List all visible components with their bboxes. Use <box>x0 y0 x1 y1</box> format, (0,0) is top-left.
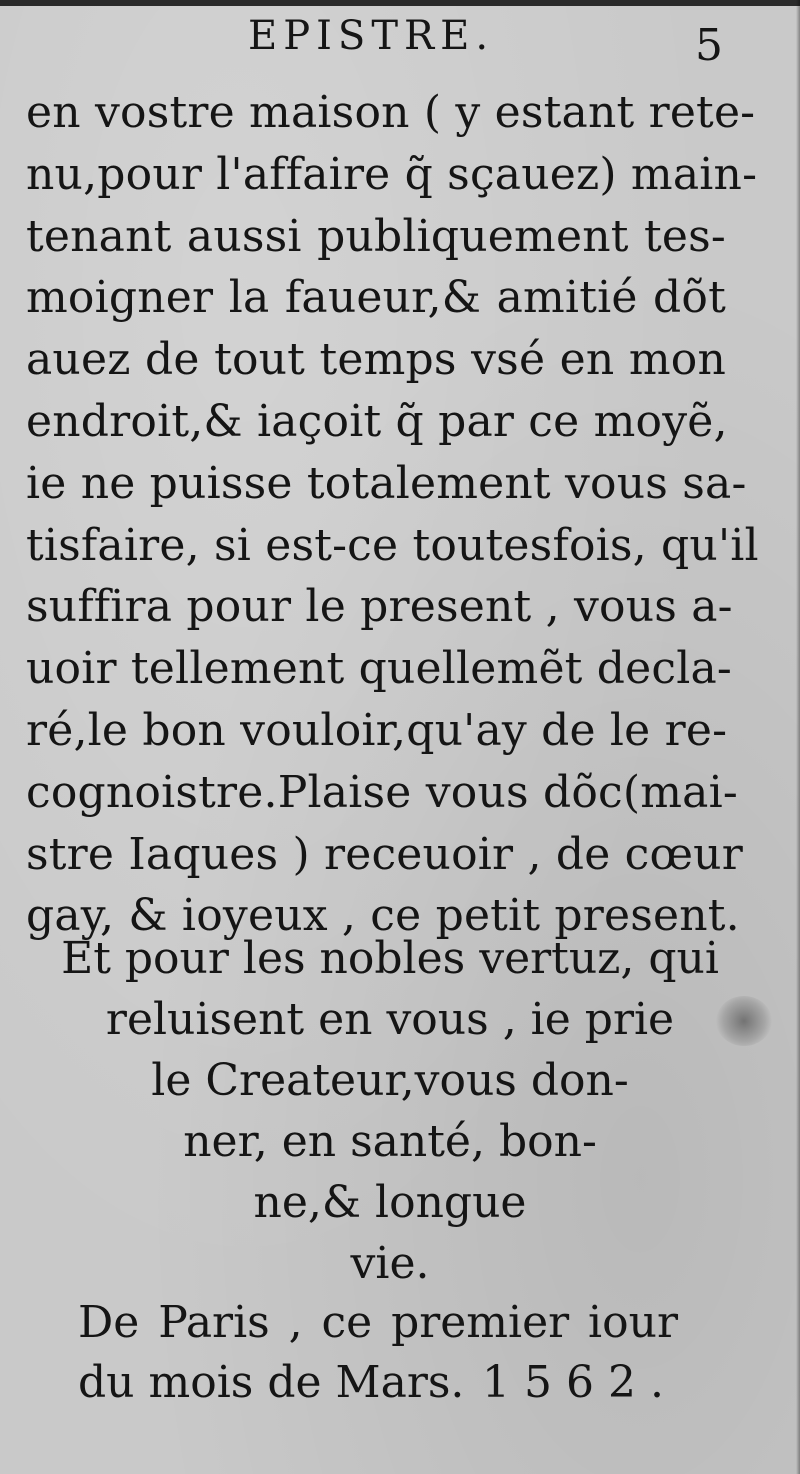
body-line: ré,le bon vouloir,qu'ay de le re- <box>26 704 728 756</box>
body-line: en vostre maison ( y estant rete- <box>26 87 756 138</box>
body-paragraph <box>26 82 759 947</box>
body-line: suffira pour le present , vous a- <box>26 581 733 633</box>
body-line: gay, & ioyeux , ce petit present. <box>26 890 740 942</box>
ink-stain <box>716 996 772 1046</box>
page-top-edge <box>0 0 800 6</box>
dateline-place: De Paris , ce premier iour <box>78 1297 678 1348</box>
page-header <box>0 10 800 70</box>
closing-line: le Createur,vous don- <box>151 1055 629 1106</box>
closing-line: ne,& longue <box>253 1177 527 1228</box>
dateline-year: 1562. <box>482 1357 678 1408</box>
closing-block <box>0 928 800 1294</box>
page-number: 5 <box>695 20 723 71</box>
dateline-date <box>78 1353 678 1413</box>
closing-line: reluisent en vous , ie prie <box>105 994 675 1045</box>
body-line: auez de tout temps vsé en mon <box>26 334 726 386</box>
body-line: tenant aussi publiquement tes- <box>26 210 726 262</box>
body-line: cognoistre.Plaise vous dõc(mai- <box>26 766 738 818</box>
closing-line: Et pour les nobles vertuz, qui <box>61 933 719 984</box>
body-line: nu,pour l'affaire q̃ sçauez) main- <box>26 148 758 200</box>
body-line: tisfaire, si est-ce toutesfois, qu'il <box>26 519 759 571</box>
closing-line: vie. <box>350 1238 430 1289</box>
body-line: ie ne puisse totalement vous sa- <box>26 457 747 509</box>
body-line: uoir tellement quellemẽt decla- <box>26 643 732 695</box>
body-line: stre Iaques ) receuoir , de cœur <box>26 828 743 880</box>
body-line: moigner la faueur,& amitié dõt <box>26 272 726 324</box>
body-line: endroit,& iaçoit q̃ par ce moyẽ, <box>26 395 728 447</box>
dateline <box>78 1293 678 1413</box>
closing-line: ner, en santé, bon- <box>183 1116 597 1167</box>
running-title: EPISTRE. <box>248 13 495 59</box>
dateline-month: du mois de Mars. <box>78 1357 465 1408</box>
